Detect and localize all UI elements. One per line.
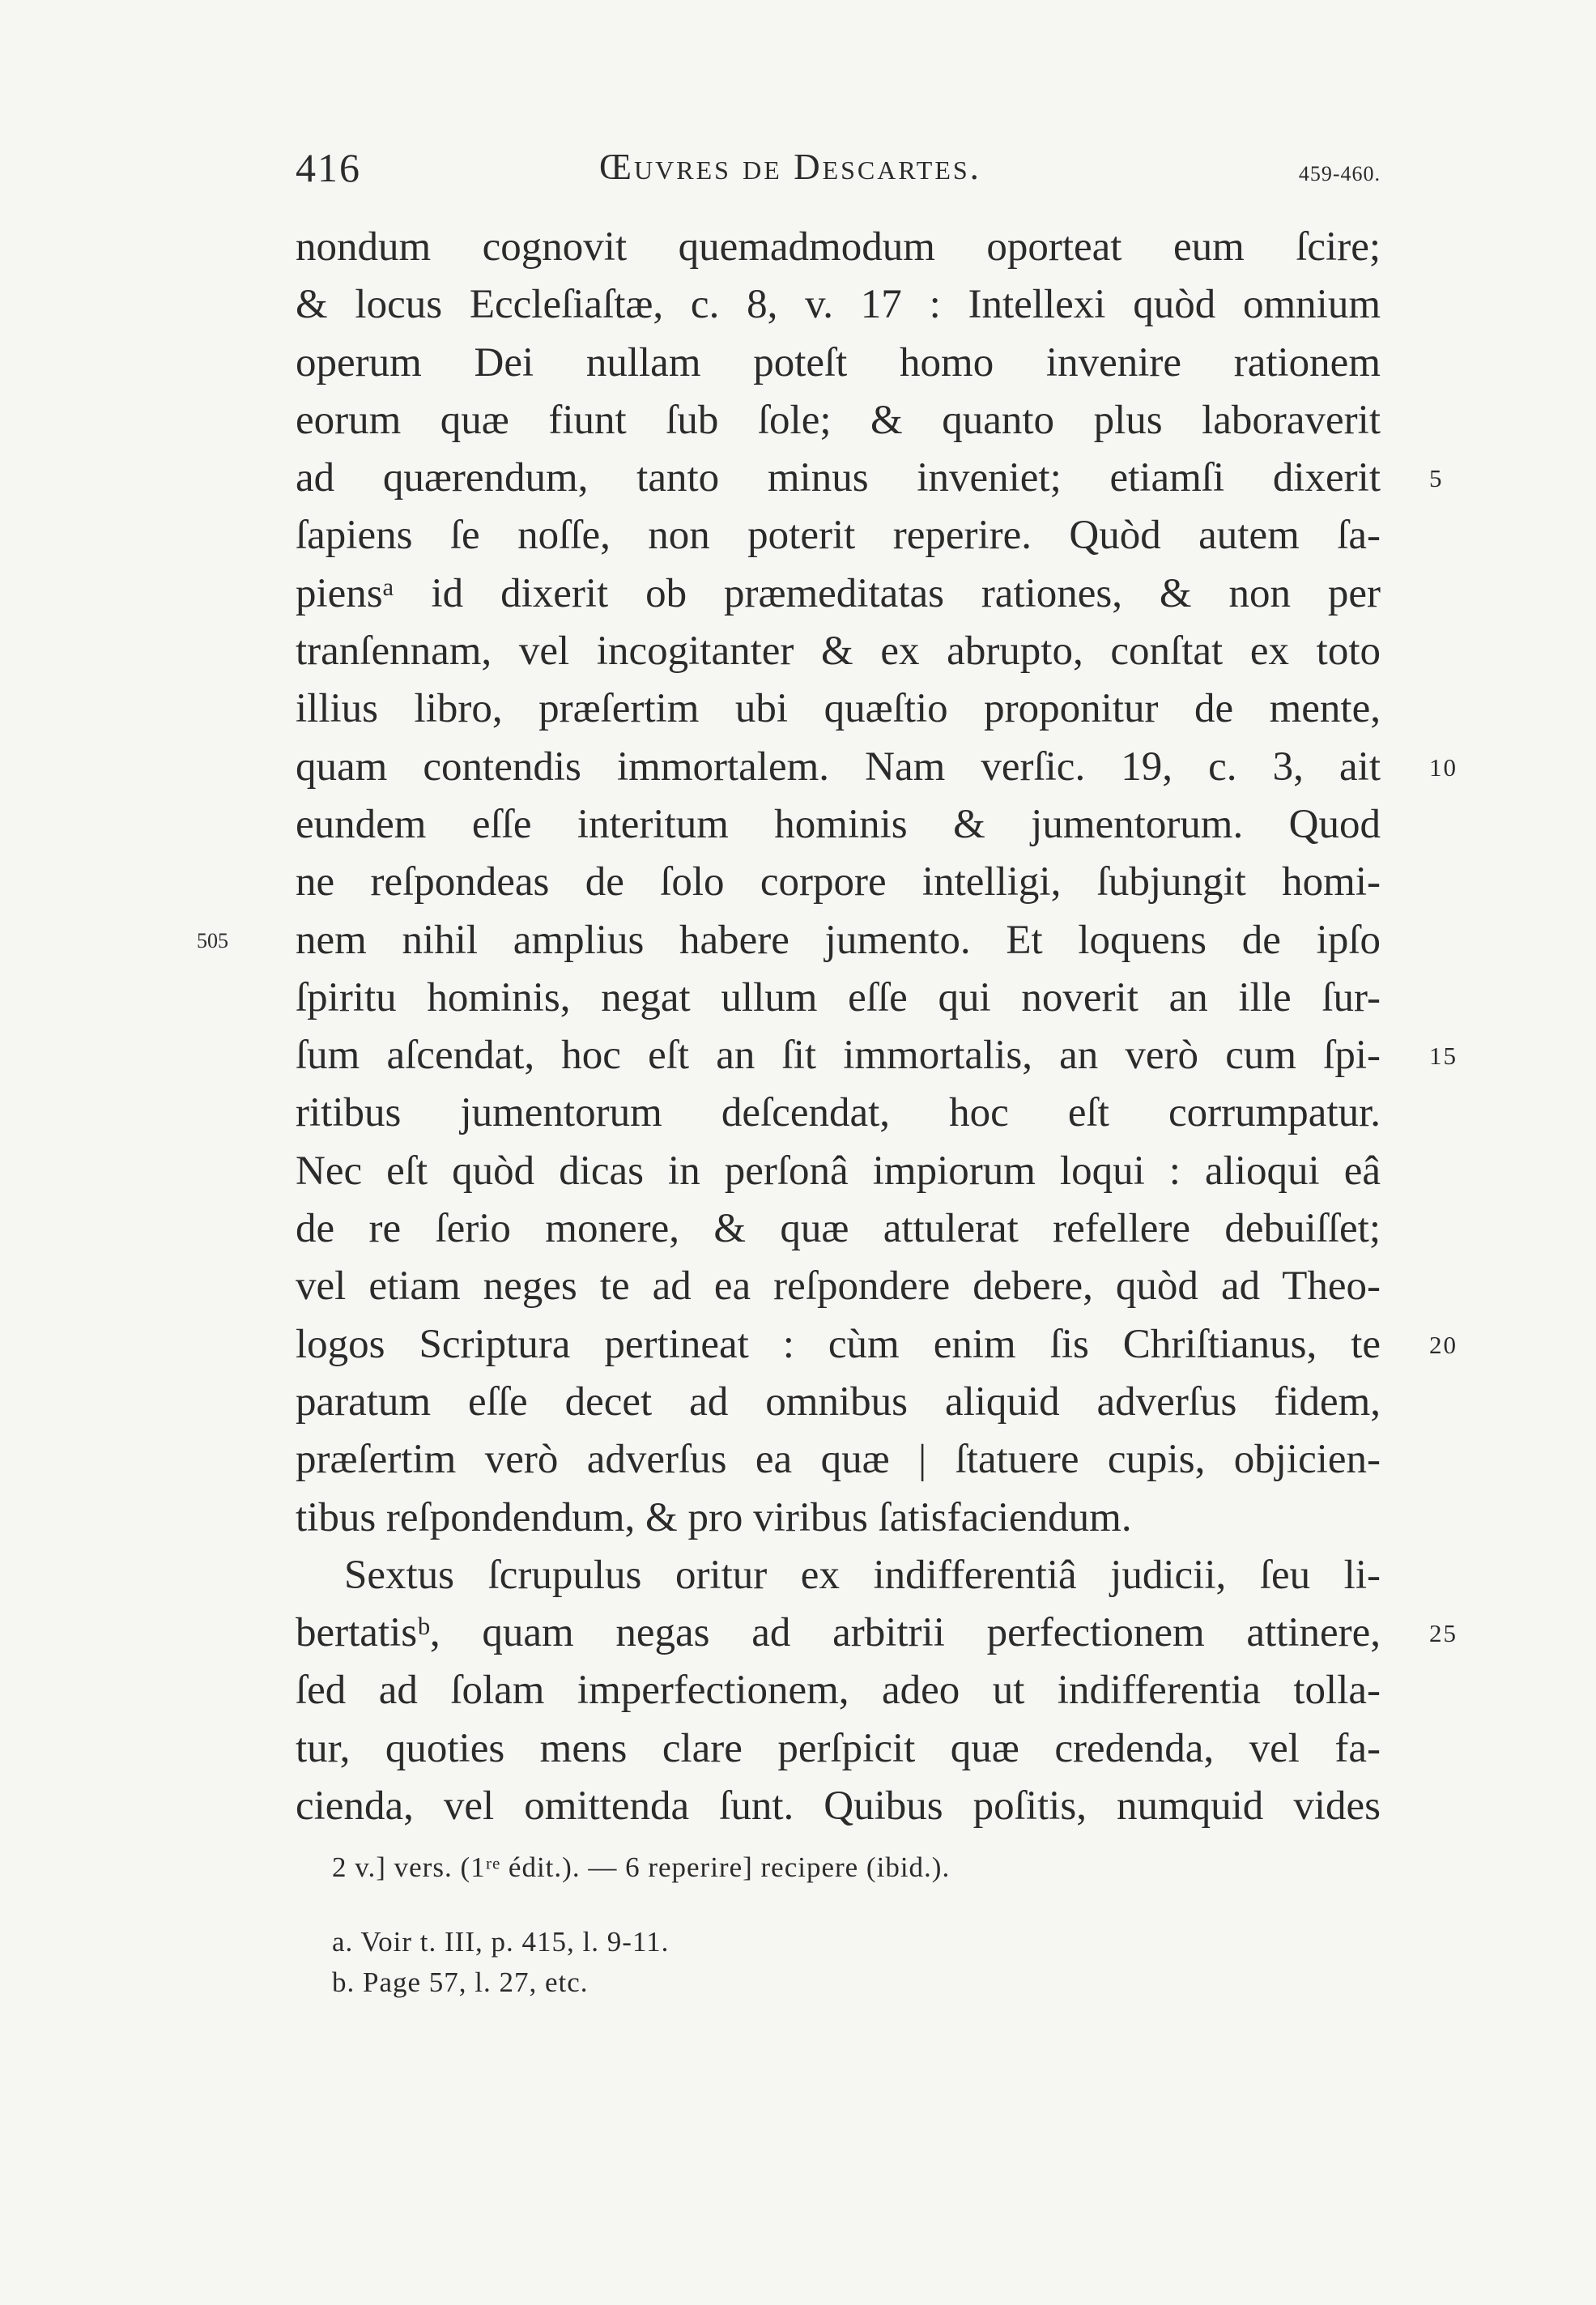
running-header bbox=[296, 144, 1381, 201]
line-number: 10 bbox=[1429, 752, 1458, 782]
line-number: 20 bbox=[1429, 1330, 1458, 1359]
text-line: ne reſpondeas de ſolo corpore intelligi, ſubjungit homi- bbox=[296, 859, 1381, 905]
text-line: vel etiam neges te ad ea reſpondere debere, quòd ad Theo- bbox=[296, 1263, 1381, 1310]
line-number: 5 bbox=[1429, 464, 1444, 493]
main-text bbox=[197, 219, 1458, 1835]
page-number: 416 bbox=[296, 145, 361, 190]
text-line: piensᵃ id dixerit ob præmeditatas rationes, & non per bbox=[296, 570, 1381, 616]
text-line: de re ſerio monere, & quæ attulerat refellere debuiſſet; bbox=[296, 1206, 1381, 1252]
footnote-a: a. Voir t. III, p. 415, l. 9-11. bbox=[332, 1926, 670, 1958]
text-line: operum Dei nullam poteſt homo invenire rationem bbox=[296, 339, 1381, 386]
footnote-b: b. Page 57, l. 27, etc. bbox=[332, 1966, 589, 1998]
margin-page-number: 505 bbox=[197, 928, 228, 952]
text-line: tranſennam, vel incogitanter & ex abrupto, conſtat ex toto bbox=[296, 628, 1381, 675]
text-line: ſum aſcendat, hoc eſt an ſit immortalis, an verò cum ſpi- 15 bbox=[296, 1027, 1381, 1084]
line-number: 25 bbox=[1429, 1619, 1458, 1648]
text-line: Nec eſt quòd dicas in perſonâ impiorum loqui : alioqui eâ bbox=[296, 1148, 1381, 1194]
text-line: tur, quoties mens clare perſpicit quæ credenda, vel fa- bbox=[296, 1725, 1381, 1771]
edition-page-reference: 459-460. bbox=[1298, 162, 1381, 185]
text-line: ſpiritu hominis, negat ullum eſſe qui noverit an ille ſur- bbox=[296, 974, 1381, 1020]
text-line: bertatisᵇ, quam negas ad arbitrii perfectionem attinere, 25 bbox=[296, 1604, 1381, 1662]
text-line: illius libro, præſertim ubi quæſtio proponitur de mente, bbox=[296, 686, 1381, 732]
text-line: cienda, vel omittenda ſunt. Quibus poſitis, numquid vides bbox=[296, 1783, 1381, 1830]
text-line: eorum quæ fiunt ſub ſole; & quanto plus laboraverit bbox=[296, 397, 1381, 443]
text-line: quam contendis immortalem. Nam verſic. 19, c. 3, ait 10 bbox=[296, 739, 1381, 796]
text-line: 505 nem nihil amplius habere jumento. Et loquens de ipſo bbox=[296, 912, 1381, 969]
running-title: Œuvres de Descartes. bbox=[599, 147, 981, 187]
text-line: paratum eſſe decet ad omnibus aliquid adverſus fidem, bbox=[296, 1378, 1381, 1425]
text-line: nondum cognovit quemadmodum oporteat eum ſcire; bbox=[296, 224, 1381, 270]
line-number: 15 bbox=[1429, 1042, 1458, 1071]
text-line: præſertim verò adverſus ea quæ | ſtatuere cupis, objicien- bbox=[296, 1437, 1381, 1483]
text-line: & locus Eccleſiaſtæ, c. 8, v. 17 : Intellexi quòd omnium bbox=[296, 282, 1381, 328]
text-line: ſed ad ſolam imperfectionem, adeo ut indifferentia tolla- bbox=[296, 1668, 1381, 1714]
text-line: ritibus jumentorum deſcendat, hoc eſt corrumpatur. bbox=[296, 1090, 1381, 1136]
text-line: ad quærendum, tanto minus inveniet; etiamſi dixerit 5 bbox=[296, 449, 1381, 507]
variant-footnote: 2 v.] vers. (1ʳᵉ édit.). — 6 reperire] recipere (ibid.). bbox=[332, 1851, 951, 1883]
text-line: tibus reſpondendum, & pro viribus ſatisfaciendum. bbox=[296, 1494, 1132, 1540]
text-line: Sextus ſcrupulus oritur ex indifferentiâ judicii, ſeu li- bbox=[344, 1552, 1381, 1598]
text-line: ſapiens ſe noſſe, non poterit reperire. Quòd autem ſa- bbox=[296, 513, 1381, 559]
text-line: logos Scriptura pertineat : cùm enim ſis Chriſtianus, te 20 bbox=[296, 1316, 1381, 1374]
text-line: eundem eſſe interitum hominis & jumentorum. Quod bbox=[296, 801, 1381, 847]
